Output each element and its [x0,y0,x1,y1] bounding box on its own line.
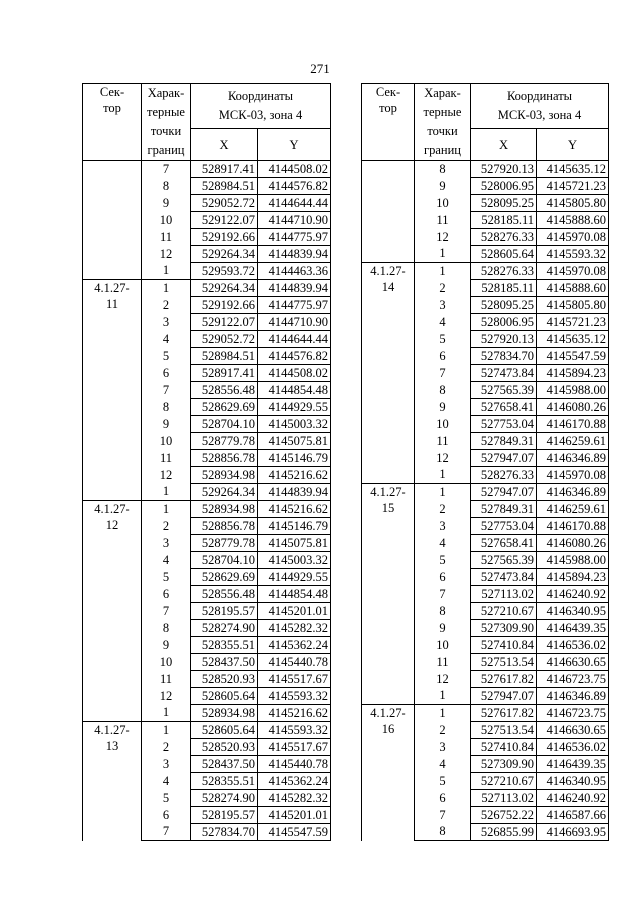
y-cell: 4145970.08 [537,263,609,280]
y-cell: 4145888.60 [537,280,609,297]
x-cell: 528520.93 [191,739,258,756]
point-cell: 12 [415,671,471,688]
y-cell: 4145216.62 [258,467,331,484]
point-cell: 7 [415,807,471,824]
y-cell: 4146170.88 [537,416,609,433]
x-cell: 528437.50 [191,654,258,671]
point-cell: 12 [415,450,471,467]
coordinates-header-line1: Координаты [227,89,294,104]
y-cell: 4146080.26 [537,399,609,416]
points-header-line1: Харак- [424,86,461,100]
sector-label-line: 4.1.27- [94,723,130,737]
x-cell: 528556.48 [191,382,258,399]
y-cell: 4146723.75 [537,671,609,688]
y-cell: 4145894.23 [537,365,609,382]
point-cell: 4 [415,314,471,331]
coordinates-header [471,84,609,129]
y-cell: 4144839.94 [258,484,331,501]
x-cell: 528006.95 [471,314,537,331]
x-cell: 527113.02 [471,790,537,807]
point-cell: 11 [415,433,471,450]
y-cell: 4145805.80 [537,195,609,212]
point-cell: 2 [142,297,191,314]
y-cell: 4145988.00 [537,382,609,399]
y-cell: 4144854.48 [258,382,331,399]
x-cell: 528276.33 [471,263,537,280]
x-cell: 527834.70 [471,348,537,365]
y-cell: 4144644.44 [258,331,331,348]
point-cell: 8 [415,603,471,620]
x-cell: 528437.50 [191,756,258,773]
page-number: 271 [310,61,330,76]
y-cell: 4146630.65 [537,654,609,671]
y-cell: 4144576.82 [258,178,331,195]
x-cell: 528779.78 [191,433,258,450]
point-cell: 6 [415,348,471,365]
point-cell: 6 [142,807,191,824]
point-cell: 8 [415,161,471,178]
points-header-line1: Харак- [147,86,185,100]
x-cell: 528095.25 [471,297,537,314]
y-cell: 4144775.97 [258,229,331,246]
x-cell: 528917.41 [191,365,258,382]
x-cell: 529122.07 [191,314,258,331]
x-cell: 528006.95 [471,178,537,195]
point-cell: 12 [142,246,191,263]
x-cell: 528095.25 [471,195,537,212]
x-cell: 527947.07 [471,484,537,501]
point-cell: 3 [142,756,191,773]
x-cell: 528520.93 [191,671,258,688]
x-cell: 528704.10 [191,416,258,433]
y-cell: 4144929.55 [258,569,331,586]
x-cell: 527309.90 [471,756,537,773]
point-cell: 1 [415,263,471,280]
point-cell: 10 [142,433,191,450]
point-cell: 10 [415,195,471,212]
x-cell: 527473.84 [471,569,537,586]
coordinates-header [191,84,331,129]
x-cell: 528984.51 [191,178,258,195]
sector-cell [362,161,415,263]
table-row [83,280,331,297]
x-header: X [191,129,258,161]
point-cell: 2 [142,518,191,535]
point-cell: 7 [415,365,471,382]
x-cell: 527658.41 [471,535,537,552]
y-cell: 4145517.67 [258,739,331,756]
x-cell: 527309.90 [471,620,537,637]
y-cell: 4144508.02 [258,365,331,382]
point-cell: 1 [142,501,191,518]
point-cell: 2 [415,501,471,518]
x-cell: 529192.66 [191,297,258,314]
table-row [83,722,331,739]
point-cell: 7 [142,382,191,399]
x-cell: 527410.84 [471,637,537,654]
x-cell: 528274.90 [191,790,258,807]
point-cell: 1 [142,484,191,501]
table-row [83,161,331,178]
x-cell: 527658.41 [471,399,537,416]
x-cell: 528984.51 [191,348,258,365]
point-cell: 12 [142,688,191,705]
sector-cell [362,705,415,841]
coordinates-table-right [361,83,609,841]
point-cell: 4 [415,756,471,773]
y-cell: 4146536.02 [537,739,609,756]
x-cell: 527113.02 [471,586,537,603]
y-cell: 4145517.67 [258,671,331,688]
x-cell: 528556.48 [191,586,258,603]
point-cell: 8 [142,399,191,416]
coordinates-header-line1: Координаты [506,89,573,104]
y-cell: 4145894.23 [537,569,609,586]
y-cell: 4145593.32 [258,688,331,705]
x-cell: 528605.64 [191,688,258,705]
y-cell: 4145146.79 [258,518,331,535]
y-cell: 4145547.59 [258,824,331,841]
point-cell: 8 [142,178,191,195]
point-cell: 2 [415,280,471,297]
sector-cell [83,501,142,722]
sector-header [83,84,142,161]
sector-cell [83,280,142,501]
x-cell: 527834.70 [191,824,258,841]
x-cell: 527947.07 [471,450,537,467]
x-cell: 528195.57 [191,807,258,824]
sector-cell [83,161,142,280]
x-cell: 527513.54 [471,654,537,671]
points-header-line4: границ [424,143,461,157]
x-cell: 527473.84 [471,365,537,382]
x-cell: 526752.22 [471,807,537,824]
y-cell: 4146693.95 [537,824,609,841]
y-cell: 4144576.82 [258,348,331,365]
y-cell: 4145593.32 [537,246,609,263]
coordinates-header-line2: МСК-03, зона 4 [218,108,303,123]
y-cell: 4146340.95 [537,773,609,790]
point-cell: 6 [142,586,191,603]
x-cell: 528856.78 [191,518,258,535]
x-cell: 528605.64 [471,246,537,263]
y-cell: 4145635.12 [537,161,609,178]
point-cell: 5 [142,348,191,365]
point-cell: 4 [142,552,191,569]
y-cell: 4146340.95 [537,603,609,620]
sector-label-line: 13 [105,739,119,753]
sector-header-line1: Сек- [375,85,401,99]
y-cell: 4145075.81 [258,535,331,552]
x-cell: 527920.13 [471,161,537,178]
point-cell: 5 [142,569,191,586]
point-cell: 4 [142,773,191,790]
sector-header [362,84,415,161]
sector-label-line: 16 [381,722,395,736]
point-cell: 7 [142,603,191,620]
table-body-left [83,161,331,841]
x-cell: 527753.04 [471,518,537,535]
y-cell: 4145282.32 [258,790,331,807]
point-cell: 11 [415,654,471,671]
x-cell: 529192.66 [191,229,258,246]
x-cell: 528605.64 [191,722,258,739]
x-cell: 528704.10 [191,552,258,569]
y-cell: 4146170.88 [537,518,609,535]
y-cell: 4145003.32 [258,552,331,569]
point-cell: 5 [415,331,471,348]
y-cell: 4146240.92 [537,790,609,807]
point-cell: 5 [142,790,191,807]
point-cell: 7 [142,161,191,178]
x-cell: 527753.04 [471,416,537,433]
sector-label-line: 4.1.27- [94,281,130,295]
point-cell: 4 [415,535,471,552]
y-cell: 4145593.32 [258,722,331,739]
point-cell: 10 [142,654,191,671]
y-cell: 4144644.44 [258,195,331,212]
y-cell: 4144775.97 [258,297,331,314]
x-cell: 528934.98 [191,467,258,484]
x-cell: 528276.33 [471,229,537,246]
x-cell: 527849.31 [471,433,537,450]
x-cell: 527565.39 [471,552,537,569]
point-cell: 10 [415,637,471,654]
x-cell: 527565.39 [471,382,537,399]
y-cell: 4146346.89 [537,450,609,467]
point-cell: 8 [142,620,191,637]
y-cell: 4145805.80 [537,297,609,314]
x-cell: 527410.84 [471,739,537,756]
coordinates-table-left [82,83,331,841]
y-cell: 4146346.89 [537,688,609,705]
sector-label-line: 11 [105,297,119,311]
point-cell: 9 [142,195,191,212]
x-cell: 528934.98 [191,705,258,722]
point-cell: 1 [142,722,191,739]
x-cell: 528185.11 [471,280,537,297]
point-cell: 1 [415,688,471,705]
point-cell: 7 [415,586,471,603]
sector-cell [362,484,415,705]
sector-label-line: 15 [381,501,395,515]
table-row [362,484,609,501]
table-row [362,161,609,178]
y-cell: 4144710.90 [258,212,331,229]
x-cell: 528195.57 [191,603,258,620]
y-cell: 4145362.24 [258,637,331,654]
point-cell: 12 [142,467,191,484]
x-cell: 528355.51 [191,773,258,790]
x-cell: 528629.69 [191,399,258,416]
sector-header-line2: тор [379,101,397,115]
point-cell: 3 [415,739,471,756]
y-cell: 4145970.08 [537,467,609,484]
point-cell: 1 [142,263,191,280]
point-cell: 2 [415,722,471,739]
x-cell: 527947.07 [471,688,537,705]
point-cell: 8 [415,382,471,399]
x-cell: 529593.72 [191,263,258,280]
point-cell: 3 [415,518,471,535]
point-cell: 8 [415,824,471,841]
y-cell: 4145201.01 [258,807,331,824]
point-cell: 1 [142,280,191,297]
x-cell: 529264.34 [191,484,258,501]
x-cell: 527210.67 [471,603,537,620]
y-cell: 4144854.48 [258,586,331,603]
table-row [83,501,331,518]
point-cell: 9 [142,416,191,433]
y-cell: 4145362.24 [258,773,331,790]
sector-label-line: 14 [381,280,395,294]
x-cell: 528917.41 [191,161,258,178]
point-cell: 9 [415,399,471,416]
point-cell: 10 [142,212,191,229]
points-header-line4: границ [147,143,185,157]
points-header-line2: терные [423,105,462,119]
point-cell: 1 [415,705,471,722]
x-cell: 529264.34 [191,246,258,263]
y-cell: 4145721.23 [537,178,609,195]
point-cell: 10 [415,416,471,433]
y-cell: 4145282.32 [258,620,331,637]
point-cell: 5 [415,773,471,790]
sector-header-line1: Сек- [99,85,125,99]
x-header: X [471,129,537,161]
x-cell: 528355.51 [191,637,258,654]
sector-label-line: 12 [105,518,119,532]
point-cell: 1 [415,246,471,263]
y-cell: 4145635.12 [537,331,609,348]
sector-cell [362,263,415,484]
x-cell: 528856.78 [191,450,258,467]
y-cell: 4145988.00 [537,552,609,569]
y-cell: 4146439.35 [537,620,609,637]
y-cell: 4146439.35 [537,756,609,773]
point-cell: 9 [415,178,471,195]
y-cell: 4146259.61 [537,433,609,450]
point-cell: 3 [142,535,191,552]
x-cell: 527210.67 [471,773,537,790]
x-cell: 528934.98 [191,501,258,518]
x-cell: 528274.90 [191,620,258,637]
y-cell: 4144508.02 [258,161,331,178]
sector-header-line2: тор [103,101,121,115]
x-cell: 526855.99 [471,824,537,841]
y-header: Y [258,129,331,161]
x-cell: 527920.13 [471,331,537,348]
x-cell: 527617.82 [471,705,537,722]
point-cell: 11 [142,671,191,688]
x-cell: 527513.54 [471,722,537,739]
y-cell: 4145201.01 [258,603,331,620]
table-row [362,263,609,280]
point-cell: 9 [415,620,471,637]
point-cell: 6 [142,365,191,382]
point-cell: 3 [415,297,471,314]
y-cell: 4146723.75 [537,705,609,722]
y-cell: 4145440.78 [258,654,331,671]
coordinates-header-line2: МСК-03, зона 4 [497,108,582,123]
y-cell: 4146536.02 [537,637,609,654]
point-cell: 12 [415,229,471,246]
y-cell: 4144929.55 [258,399,331,416]
point-cell: 2 [142,739,191,756]
y-cell: 4145216.62 [258,501,331,518]
point-cell: 9 [142,637,191,654]
x-cell: 528276.33 [471,467,537,484]
y-cell: 4146346.89 [537,484,609,501]
y-cell: 4146630.65 [537,722,609,739]
points-header-line2: терные [147,105,185,119]
x-cell: 528779.78 [191,535,258,552]
point-cell: 1 [415,467,471,484]
x-cell: 527849.31 [471,501,537,518]
y-cell: 4146240.92 [537,586,609,603]
y-cell: 4145440.78 [258,756,331,773]
sector-label-line: 4.1.27- [370,264,406,278]
point-cell: 11 [142,450,191,467]
x-cell: 529052.72 [191,195,258,212]
point-cell: 6 [415,569,471,586]
y-header: Y [537,129,609,161]
point-cell: 7 [142,824,191,841]
y-cell: 4146587.66 [537,807,609,824]
y-cell: 4145003.32 [258,416,331,433]
y-cell: 4145970.08 [537,229,609,246]
x-cell: 529052.72 [191,331,258,348]
point-cell: 4 [142,331,191,348]
x-cell: 529264.34 [191,280,258,297]
y-cell: 4146080.26 [537,535,609,552]
x-cell: 529122.07 [191,212,258,229]
points-header [142,84,191,161]
x-cell: 528185.11 [471,212,537,229]
table-body-right [362,161,609,841]
point-cell: 1 [415,484,471,501]
y-cell: 4145075.81 [258,433,331,450]
x-cell: 527617.82 [471,671,537,688]
points-header-line3: точки [427,124,458,138]
y-cell: 4144710.90 [258,314,331,331]
x-cell: 528629.69 [191,569,258,586]
y-cell: 4146259.61 [537,501,609,518]
point-cell: 5 [415,552,471,569]
sector-label-line: 4.1.27- [94,502,130,516]
y-cell: 4144463.36 [258,263,331,280]
y-cell: 4145547.59 [537,348,609,365]
sector-cell [83,722,142,841]
point-cell: 1 [142,705,191,722]
point-cell: 11 [415,212,471,229]
sector-label-line: 4.1.27- [370,706,406,720]
points-header-line3: точки [150,124,182,138]
table-row [362,705,609,722]
y-cell: 4144839.94 [258,246,331,263]
y-cell: 4145721.23 [537,314,609,331]
sector-label-line: 4.1.27- [370,485,406,499]
points-header [415,84,471,161]
point-cell: 11 [142,229,191,246]
y-cell: 4145888.60 [537,212,609,229]
y-cell: 4145146.79 [258,450,331,467]
point-cell: 3 [142,314,191,331]
y-cell: 4144839.94 [258,280,331,297]
point-cell: 6 [415,790,471,807]
y-cell: 4145216.62 [258,705,331,722]
